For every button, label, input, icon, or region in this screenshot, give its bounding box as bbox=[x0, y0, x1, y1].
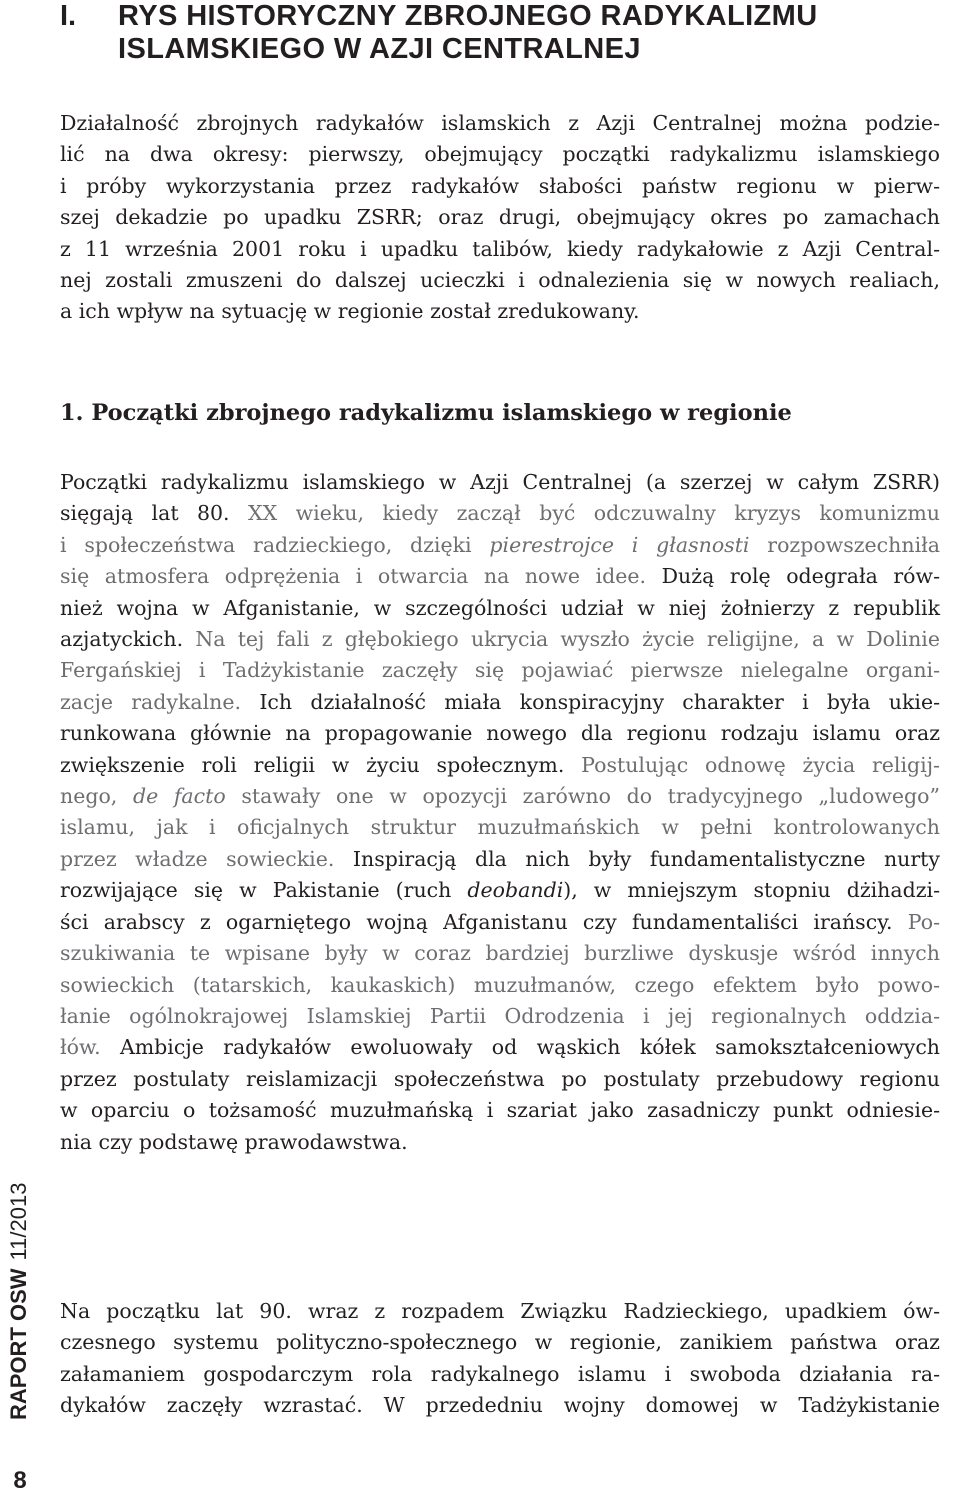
text-line: czesnego systemu polityczno-społecznego w regionie, zanikiem państwa oraz bbox=[60, 1330, 940, 1355]
text-line: sowieckich (tatarskich, kaukaskich) muzułmanów, czego efektem było powo- bbox=[60, 972, 940, 997]
text-line: dykałów zaczęły wzrastać. W przededniu wojny domowej w Tadżykistanie bbox=[60, 1393, 940, 1418]
text-line: z 11 września 2001 roku i upadku talibów, kiedy radykałowie z Azji Central- bbox=[60, 236, 940, 261]
text-line: islamu, jak i oficjalnych struktur muzułmańskich w pełni kontrolowanych bbox=[60, 815, 940, 840]
publication-brand: RAPORT OSW bbox=[6, 1268, 31, 1420]
italic-term: deobandi bbox=[467, 878, 564, 903]
text-line: Fergańskiej i Tadżykistanie zaczęły się pojawiać pierwsze nielegalne organi- bbox=[60, 658, 940, 683]
highlight-sentence: Postulując odnowę życia religij- bbox=[581, 752, 940, 777]
text-line: runkowana głównie na propagowanie nowego dla regionu rodzaju islamu oraz bbox=[60, 721, 940, 746]
text-line: ści arabscy z ogarniętego wojną Afganistanu czy fundamentaliści irańscy. Po- bbox=[60, 909, 940, 934]
closing-paragraph bbox=[60, 1296, 940, 1422]
publication-sidebar bbox=[0, 1150, 40, 1420]
text-line: szej dekadzie po upadku ZSRR; oraz drugi, obejmujący okres po zamachach bbox=[60, 205, 940, 230]
italic-term: de facto bbox=[132, 784, 226, 809]
intro-paragraph bbox=[60, 108, 940, 328]
text-line: lić na dwa okresy: pierwszy, obejmujący początki radykalizmu islamskiego bbox=[60, 142, 940, 167]
text-line: się atmosfera odprężenia i otwarcia na nowe idee. Dużą rolę odegrała rów- bbox=[60, 564, 940, 589]
text-line: przez postulaty reislamizacji społeczeństwa po postulaty przebudowy regionu bbox=[60, 1066, 940, 1091]
text-line: Działalność zbrojnych radykałów islamskich z Azji Centralnej można podzie- bbox=[60, 111, 940, 135]
text-line: zacje radykalne. Ich działalność miała konspiracyjny charakter i była ukie- bbox=[60, 689, 940, 714]
highlight-sentence: Na tej fali z głębokiego ukrycia wyszło życie religijne, a w Dolinie bbox=[195, 627, 940, 652]
highlight-sentence: XX wieku, kiedy zaczął być odczuwalny kryzys komunizmu bbox=[248, 501, 940, 526]
text-line: załamaniem gospodarczym rola radykalnego islamu i swoboda działania ra- bbox=[60, 1361, 940, 1386]
text-line: przez władze sowieckie. Inspiracją dla nich były fundamentalistyczne nurty bbox=[60, 846, 940, 871]
italic-term: pierestrojce i głasnosti bbox=[489, 532, 750, 557]
text-line: Początki radykalizmu islamskiego w Azji Centralnej (a szerzej w całym ZSRR) bbox=[60, 470, 940, 494]
text-line: łów. Ambicje radykałów ewoluowały od wąskich kółek samokształceniowych bbox=[60, 1035, 941, 1060]
chapter-title-line: ISLAMSKIEGO W AZJI CENTRALNEJ bbox=[118, 33, 641, 65]
text-line: rozwijające się w Pakistanie (ruch deobandi), w mniejszym stopniu dżihadzi- bbox=[60, 878, 941, 903]
text-line: nej zostali zmuszeni do dalszej ucieczki i odnalezienia się w nowych realiach, bbox=[60, 268, 940, 293]
chapter-title-line: RYS HISTORYCZNY ZBROJNEGO RADYKALIZMU bbox=[118, 0, 818, 32]
text-line: nież wojna w Afganistanie, w szczególności udział w niej żołnierzy z republik bbox=[60, 595, 940, 620]
text-line: azjatyckich. Na tej fali z głębokiego ukrycia wyszło życie religijne, a w Dolinie bbox=[60, 627, 940, 652]
text-line: Na początku lat 90. wraz z rozpadem Związku Radzieckiego, upadkiem ów- bbox=[60, 1299, 940, 1323]
text-line: szukiwania te wpisane były w coraz bardziej burzliwe dyskusje wśród innych bbox=[60, 941, 940, 966]
text-line: i próby wykorzystania przez radykałów słabości państw regionu w pierw- bbox=[60, 173, 940, 198]
text-line: łanie ogólnokrajowej Islamskiej Partii Odrodzenia i jej regionalnych oddzia- bbox=[60, 1003, 940, 1028]
chapter-number: I. bbox=[60, 0, 77, 32]
text-line: i społeczeństwa radzieckiego, dzięki pierestrojce i głasnosti rozpowszechniła bbox=[60, 532, 940, 557]
chapter-title bbox=[118, 0, 938, 66]
highlight-sentence: Po- bbox=[907, 909, 940, 934]
text-line: zwiększenie roli religii w życiu społecznym. Postulując odnowę życia religij- bbox=[60, 752, 940, 777]
publication-label bbox=[6, 1183, 32, 1420]
text-line: w oparciu o tożsamość muzułmańską i szariat jako zasadniczy punkt odniesie- bbox=[60, 1098, 940, 1123]
section-heading: 1. Początki zbrojnego radykalizmu islamskiego w regionie bbox=[60, 400, 792, 426]
text-line: sięgają lat 80. XX wieku, kiedy zaczął być odczuwalny kryzys komunizmu bbox=[60, 501, 940, 526]
text-line: nia czy podstawę prawodawstwa. bbox=[60, 1129, 408, 1154]
page-number: 8 bbox=[13, 1467, 27, 1494]
publication-issue: 11/2013 bbox=[6, 1182, 31, 1261]
text-line: a ich wpływ na sytuację w regionie został zredukowany. bbox=[60, 299, 640, 324]
section-paragraph bbox=[60, 467, 940, 1158]
text-line: nego, de facto stawały one w opozycji zarówno do tradycyjnego „ludowego” bbox=[60, 784, 940, 809]
